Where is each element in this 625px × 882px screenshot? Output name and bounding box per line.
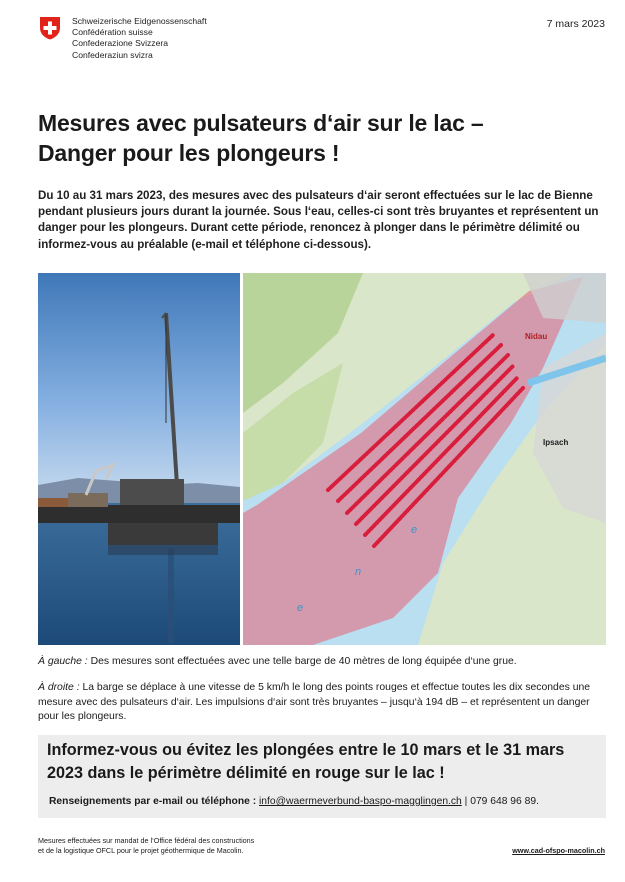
caption-right-text: La barge se déplace à une vitesse de 5 km/h le long des points rouges et effectue toutes les dix secondes une mesure avec des pulsateurs d‘air. Les impulsions d‘air sont très bruyantes – jusqu‘à 194 dB – et représentent un danger pour les plongeurs.: [38, 682, 591, 723]
page-title: [38, 108, 598, 168]
map-label-lake-e2: e: [297, 602, 304, 614]
map-label-ipsach: Ipsach: [543, 438, 569, 447]
caption-left-label: À gauche :: [38, 656, 88, 667]
swiss-coat-of-arms-icon: [38, 16, 62, 40]
confederation-line-it: Confederazione Svizzera: [72, 38, 169, 49]
contact-email-link[interactable]: info@waermeverbund-baspo-magglingen.ch: [259, 796, 462, 807]
barge-photo: [38, 273, 240, 645]
notice-box: [38, 735, 606, 818]
lead-paragraph: Du 10 au 31 mars 2023, des mesures avec des pulsateurs d‘air seront effectuées sur le lac de Bienne pendant plusieurs jours durant la journée. Sous l‘eau, celles-ci sont très bruyantes et représentent un danger pour les plongeurs. Durant cette période, renoncez à plonger dans le périmètre délimité ou informez-vous au préalable (e-mail et téléphone ci-dessous).: [38, 189, 599, 251]
confederation-line-fr: Confédération suisse: [72, 27, 153, 38]
header: [38, 16, 207, 61]
caption-right-label: À droite :: [38, 682, 80, 693]
map-label-lake-e1: e: [411, 524, 418, 536]
contact-label: Renseignements par e-mail ou téléphone :: [49, 796, 257, 807]
danger-zone-map: [243, 273, 606, 645]
lake-map-image: [243, 273, 606, 645]
confederation-line-de: Schweizerische Eidgenossenschaft: [72, 16, 207, 26]
map-label-lake-n: n: [355, 566, 362, 578]
barge-with-crane-image: [38, 273, 240, 645]
caption-left: [38, 655, 606, 670]
contact-separator: |: [464, 796, 468, 807]
footer-website-link[interactable]: www.cad-ofspo-macolin.ch: [512, 846, 605, 855]
footer-note-line-1: Mesures effectuées sur mandat de l‘Office fédéral des constructions: [38, 836, 255, 845]
footer-note-line-2: et de la logistique OFCL pour le projet géothermique de Macolin.: [38, 846, 244, 856]
map-label-nidau: Nidau: [525, 332, 548, 341]
caption-left-text: Des mesures sont effectuées avec une telle barge de 40 mètres de long équipée d‘une grue.: [87, 656, 517, 667]
footer-note: [38, 836, 338, 857]
title-line-1: Mesures avec pulsateurs d‘air sur le lac –: [38, 110, 484, 136]
confederation-name: [72, 16, 207, 61]
contact-phone: 079 648 96 89.: [470, 796, 539, 807]
document-date: 7 mars 2023: [546, 18, 605, 30]
title-line-2: Danger pour les plongeurs !: [38, 140, 340, 166]
contact-line: [49, 796, 539, 807]
caption-right: [38, 681, 606, 725]
notice-heading: Informez-vous ou évitez les plongées entre le 10 mars et le 31 mars 2023 dans le périmètre délimité en rouge sur le lac !: [47, 741, 565, 782]
confederation-line-rm: Confederaziun svizra: [72, 49, 153, 60]
